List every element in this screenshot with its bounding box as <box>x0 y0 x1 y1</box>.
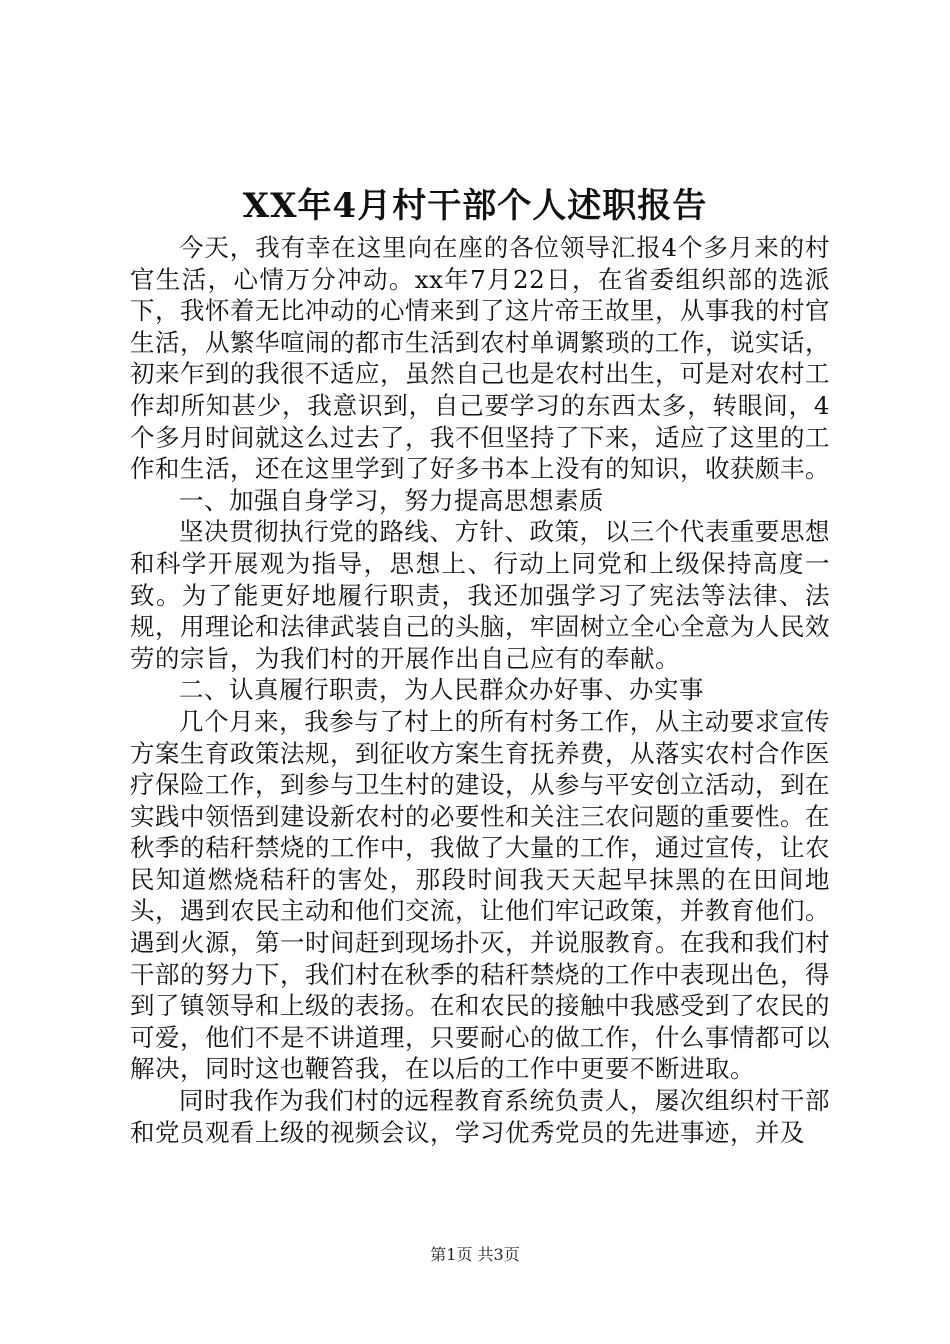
section-heading-2: 二、认真履行职责，为人民群众办好事、办实事 <box>179 675 704 705</box>
page-indicator: 第1页 共3页 <box>430 1245 520 1264</box>
intro-paragraph: 今天，我有幸在这里向在座的各位领导汇报4个多月来的村官生活，心情万分冲动。xx年7月22日，在省委组织部的选派下，我怀着无比冲动的心情来到了这片帝王故里，从事我的村官生活，从繁华喧闹的都市生活到农村单调繁琐的工作，说实话，初来乍到的我很不适应，虽然自己也是农村出生，可是对农村工作却所知甚少，我意识到，自己要学习的东西太多，转眼间，4个多月时间就这么过去了，我不但坚持了下来，适应了这里的工作和生活，还在这里学到了好多书本上没有的知识，收获颇丰。 <box>130 233 830 484</box>
section-2-paragraph-continued: 同时我作为我们村的远程教育系统负责人，屡次组织村干部和党员观看上级的视频会议，学习优秀党员的先进事迹，并及 <box>130 1086 830 1147</box>
document-body <box>130 232 830 1148</box>
section-heading-1: 一、加强自身学习，努力提高思想素质 <box>179 485 604 515</box>
section-1-paragraph: 坚决贯彻执行党的路线、方针、政策，以三个代表重要思想和科学开展观为指导，思想上、行动上同党和上级保持高度一致。为了能更好地履行职责，我还加强学习了宪法等法律、法规，用理论和法律武装自己的头脑，牢固树立全心全意为人民效劳的宗旨，为我们村的开展作出自己应有的奉献。 <box>130 517 830 673</box>
section-2-paragraph: 几个月来，我参与了村上的所有村务工作，从主动要求宣传方案生育政策法规，到征收方案生育抚养费，从落实农村合作医疗保险工作，到参与卫生村的建设，从参与平安创立活动，到在实践中领悟到建设新农村的必要性和关注三农问题的重要性。在秋季的秸秆禁烧的工作中，我做了大量的工作，通过宣传，让农民知道燃烧秸秆的害处，那段时间我天天起早抹黑的在田间地头，遇到农民主动和他们交流，让他们牢记政策，并教育他们。遇到火源，第一时间赶到现场扑灭，并说服教育。在我和我们村干部的努力下，我们村在秋季的秸秆禁烧的工作中表现出色，得到了镇领导和上级的表扬。在和农民的接触中我感受到了农民的可爱，他们不是不讲道理，只要耐心的做工作，什么事情都可以解决，同时这也鞭笞我，在以后的工作中更要不断进取。 <box>130 706 830 1084</box>
document-title: XX年4月村干部个人述职报告 <box>242 186 708 226</box>
